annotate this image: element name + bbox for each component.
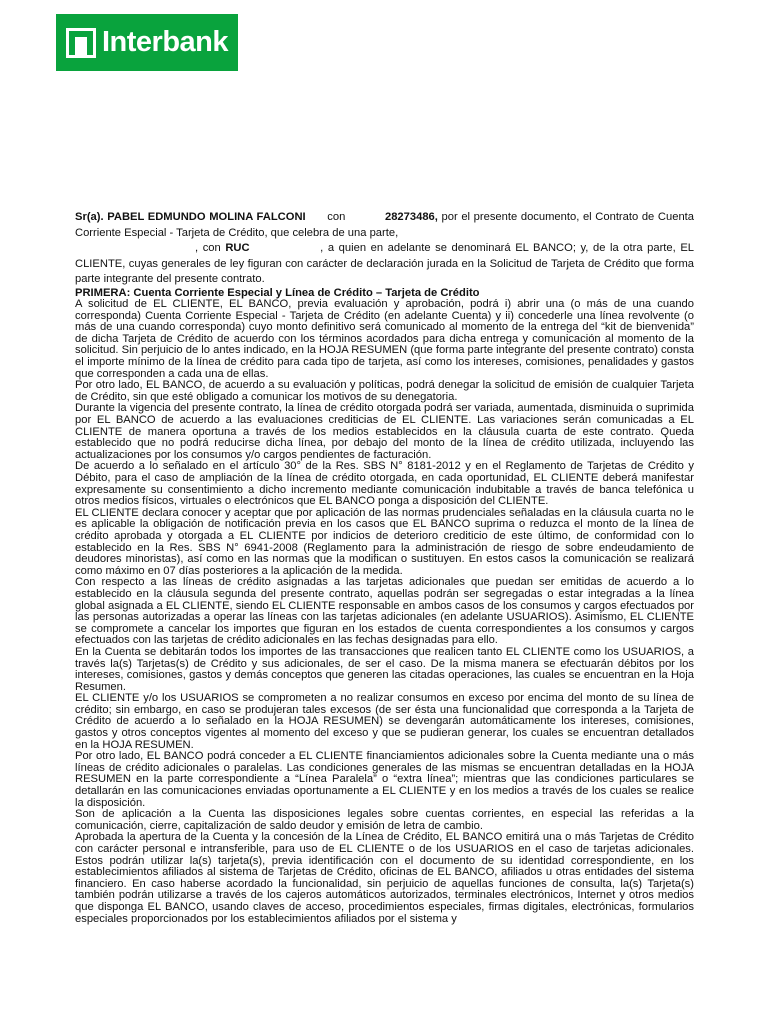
paragraph: De acuerdo a lo señalado en el artículo 30° de la Res. SBS N° 8181-2012 y en el Reglamento de Tarjetas de Crédito y Débito, para el caso de ampliación de la línea de crédito otorgada, en cada oportunidad, EL CLIENTE deberá manifestar expresamente su consentimiento a dicho incremento mediante comunicación indubitable a través de banca telefónica u otros medios físicos, virtuales o electrónicos que EL BANCO ponga a disposición del CLIENTE.	[75, 460, 694, 508]
con-text: con	[327, 211, 346, 223]
brand-name: Interbank	[102, 26, 229, 58]
paragraph: Por otro lado, EL BANCO, de acuerdo a su evaluación y políticas, podrá denegar la solicitud de emisión de cualquier Tarjeta de Crédito, sin que esté obligado a comunicar los motivos de su denegatoria.	[75, 379, 694, 403]
ruc-label: RUC	[225, 242, 250, 254]
paragraph: En la Cuenta se debitarán todos los importes de las transacciones que realicen tanto EL CLIENTE como los USUARIOS, a través la(s) Tarjetas(s) de Crédito y sus adicionales, de ser el caso. De la misma manera se efectuarán débitos por los intereses, comisiones, gastos y demás conceptos que generen las citadas operaciones, las cuales se encuentran en la Hoja Resumen.	[75, 645, 694, 693]
intro-text-2: , a quien en adelante se denominará EL BANCO; y, de la otra parte, EL CLIENTE, cuyas generales de ley figuran con carácter de declaración jurada en la Solicitud de Tarjeta de Crédito que forma parte integrante del presente contrato.	[75, 242, 695, 285]
client-name: PABEL EDMUNDO MOLINA FALCONI	[107, 211, 306, 223]
contract-intro	[75, 210, 694, 288]
paragraph: A solicitud de EL CLIENTE, EL BANCO, previa evaluación y aprobación, podrá i) abrir una (o más de una cuando corresponda) Cuenta Corriente Especial - Tarjeta de Crédito (en adelante Cuenta) y ii) concederle una línea revolvente (o más de una cuando corresponda) cuyo monto definitivo será comunicado al momento de la entrega del “kit de bienvenida” de dicha Tarjeta de Crédito de acuerdo con los términos acordados para dicha entrega y comunicación al momento de la solicitud. Sin perjuicio de lo antes indicado, en la HOJA RESUMEN (que forma parte integrante del presente contrato) consta el importe mínimo de la línea de crédito para cada tipo de tarjeta, así como los intereses, comisiones, penalidades y gastos que corresponden a cada una de ellas.	[75, 298, 694, 380]
paragraph: Con respecto a las líneas de crédito asignadas a las tarjetas adicionales que puedan ser emitidas de acuerdo a lo establecido en la cláusula segunda del presente contrato, aquellas podrán ser segregadas o estar integradas a la línea global asignada a EL CLIENTE, siendo EL CLIENTE responsable en ambos casos de los consumos y cargos efectuados por las personas autorizadas a operar las líneas con las tarjetas adicionales (en adelante USUARIOS). Asimismo, EL CLIENTE se compromete a cancelar los importes que figuran en los estados de cuenta correspondientes a los consumos y cargos efectuados con las tarjetas de crédito adicionales en las fechas designadas para ello.	[75, 576, 694, 647]
con-text-2: , con	[195, 242, 221, 254]
paragraph: Aprobada la apertura de la Cuenta y la concesión de la Línea de Crédito, EL BANCO emitirá una o más Tarjetas de Crédito con carácter personal e intransferible, para uso de EL CLIENTE o de los USUARIOS en el caso de tarjetas adicionales. Estos podrán utilizar la(s) tarjeta(s), previa identificación con el documento de su identidad correspondiente, en los establecimientos afiliados al sistema de Tarjetas de Crédito, oficinas de EL BANCO, afiliados u otras entidades del sistema financiero. En caso haberse acordado la funcionalidad, sin perjuicio de aquellas funciones de consulta, la(s) Tarjeta(s) también podrán utilizarse a través de los cajeros automáticos autorizados, terminales electrónicos, Internet y otros medios que disponga EL BANCO, usando claves de acceso, procedimientos especiales, firmas digitales, electrónicas, formularios especiales proporcionados por los establecimientos afiliados por el sistema y	[75, 831, 694, 925]
id-number: 28273486,	[384, 211, 438, 223]
salutation: Sr(a).	[75, 211, 104, 223]
interbank-logo	[56, 14, 238, 71]
paragraph: EL CLIENTE declara conocer y aceptar que por aplicación de las normas prudenciales señaladas en la cláusula cuarta no le es aplicable la obligación de notificación previa en los casos que EL BANCO suprima o reduzca el monto de la línea de crédito aprobada y otorgada a EL CLIENTE por indicios de deterioro crediticio de este último, de conformidad con lo establecido en la Res. SBS N° 6941-2008 (Reglamento para la administración de riesgo de sobre endeudamiento de deudores minoristas), así como en las normas que la modifican o sustituyen. En estos casos la comunicación se realizará como máximo en 07 días posteriores a la aplicación de la medida.	[75, 506, 694, 577]
paragraph: Durante la vigencia del presente contrato, la línea de crédito otorgada podrá ser variada, aumentada, disminuida o suprimida por EL BANCO de acuerdo a las evaluaciones crediticias de EL CLIENTE. Las variaciones serán comunicadas a EL CLIENTE de manera oportuna a través de los medios establecidos en la cláusula cuarta de este contrato. Queda establecido que no podrá reducirse dicha línea, por debajo del monto de la línea de crédito utilizada, incluyendo las actualizaciones por los consumos y/o cargos pendientes de facturación.	[75, 402, 694, 461]
contract-document	[75, 210, 694, 925]
intro-text-1: por el presente documento, el Contrato de Cuenta Corriente Especial - Tarjeta de Crédito, que celebra de una parte,	[75, 211, 694, 239]
paragraph: Son de aplicación a la Cuenta las disposiciones legales sobre cuentas corrientes, en especial las referidas a la comunicación, cierre, capitalización de saldo deudor y emisión de letra de cambio.	[75, 808, 694, 832]
section-title: PRIMERA: Cuenta Corriente Especial y Línea de Crédito – Tarjeta de Crédito	[75, 286, 480, 299]
paragraph: EL CLIENTE y/o los USUARIOS se comprometen a no realizar consumos en exceso por encima del monto de su línea de crédito; sin embargo, en caso se produjeran tales excesos (de ser ésta una funcionalidad que corresponda a la Tarjeta de Crédito de acuerdo a lo señalado en la HOJA RESUMEN) se devengarán automáticamente los intereses, comisiones, gastos y otros conceptos vigentes al momento del exceso y que se pudieran generar, los cuales se encuentran detallados en la HOJA RESUMEN.	[75, 692, 694, 751]
interbank-logo-mark-icon	[66, 28, 96, 58]
paragraph: Por otro lado, EL BANCO podrá conceder a EL CLIENTE financiamientos adicionales sobre la Cuenta mediante una o más líneas de crédito adicionales o paralelas. Las condiciones generales de las mismas se encuentran detalladas en la HOJA RESUMEN en la parte correspondiente a “Línea Paralela” o “extra línea”; mientras que las condiciones particulares se detallarán en las comunicaciones enviadas oportunamente a EL CLIENTE y en los medios a través de los cuales se realice la disposición.	[75, 750, 694, 809]
